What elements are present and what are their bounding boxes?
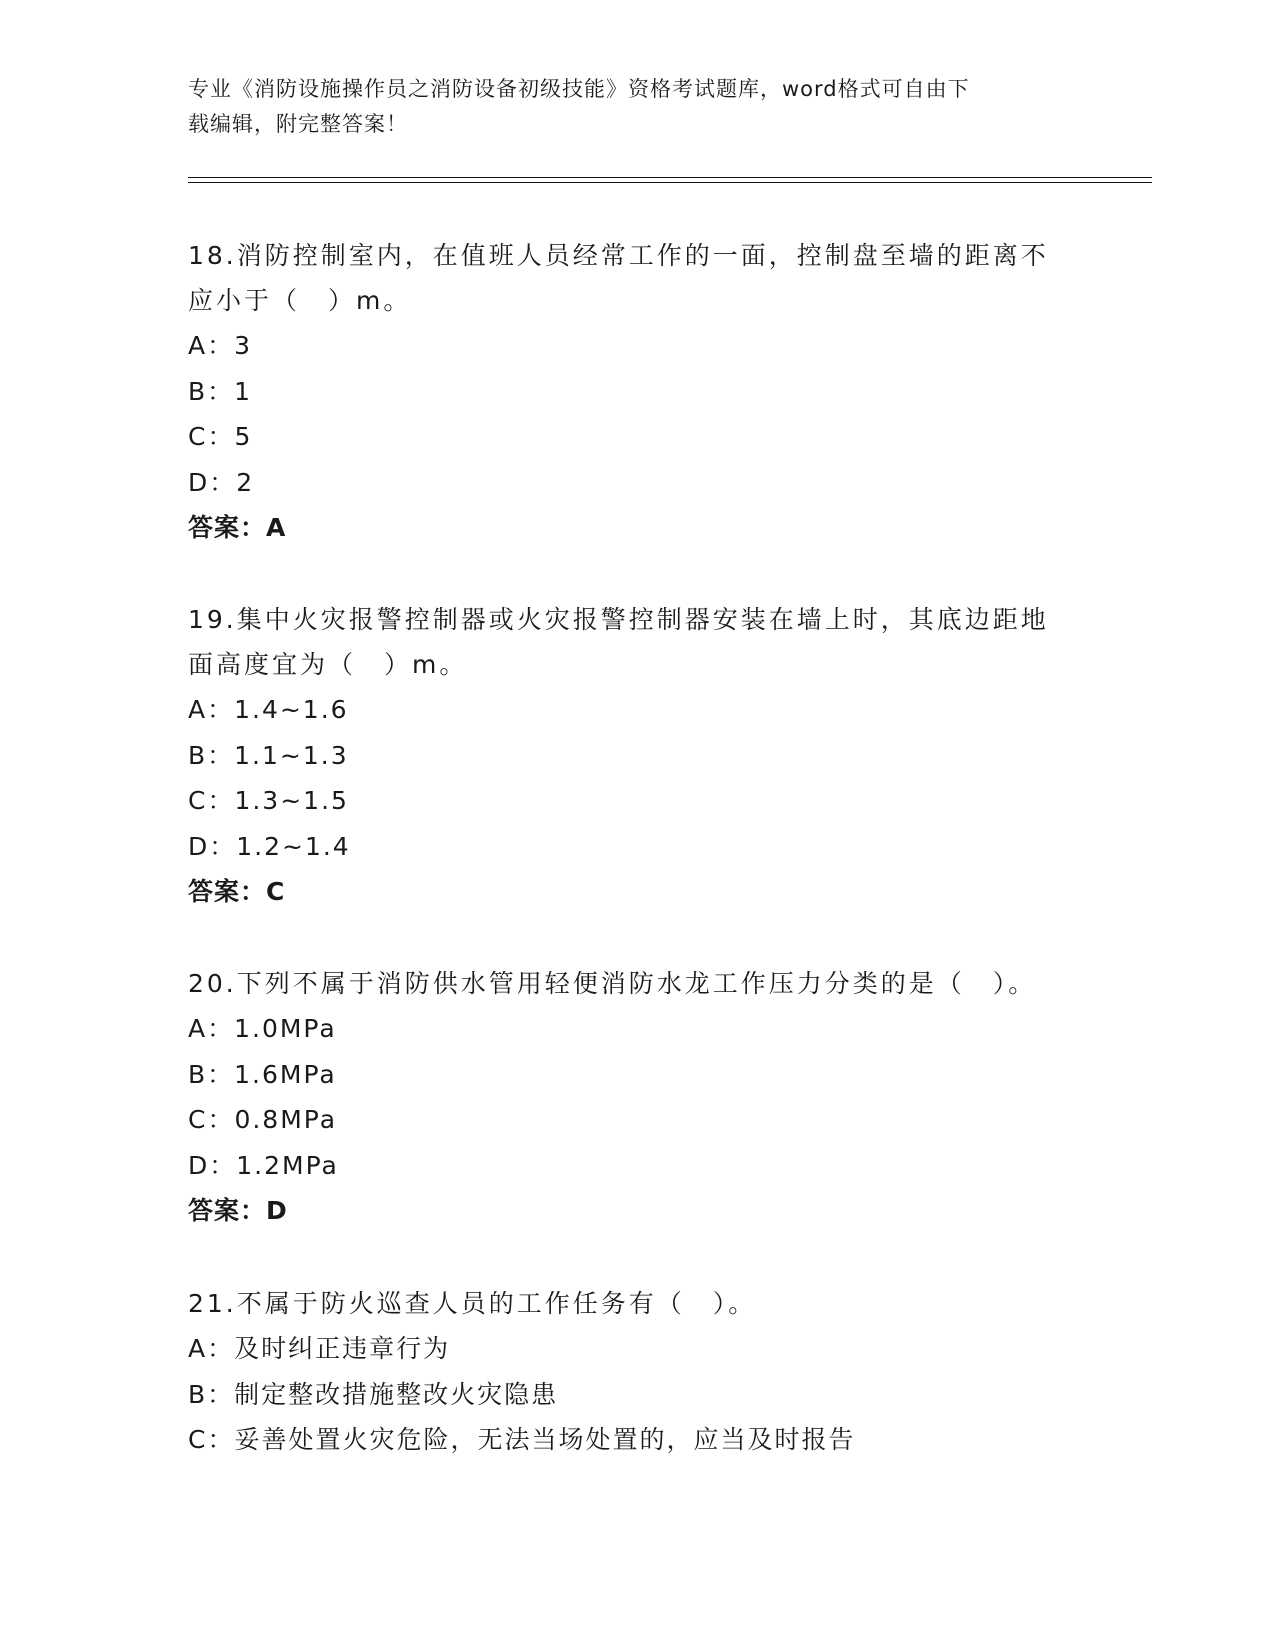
option-a: A：及时纠正违章行为 [188,1334,451,1363]
option-c: C：5 [188,422,253,451]
header-divider-bottom [188,182,1152,183]
document-header [188,72,1068,142]
option-d: D：1.2MPa [188,1150,339,1180]
question-19 [188,597,1088,914]
question-18 [188,233,1088,550]
question-21 [188,1281,1088,1463]
header-divider-top [188,177,1152,178]
option-a: A：3 [188,331,253,360]
question-stem-line: 20.下列不属于消防供水管用轻便消防水龙工作压力分类的是（ ）。 [188,969,1037,998]
option-c: C：0.8MPa [188,1105,338,1134]
option-c: C：1.3~1.5 [188,786,349,815]
answer-label: 答案：C [188,877,286,906]
option-b: B：1.6MPa [188,1059,337,1089]
option-d: D：1.2~1.4 [188,831,351,861]
option-d: D：2 [188,467,255,497]
option-a: A：1.4~1.6 [188,695,349,724]
option-b: B：1.1~1.3 [188,740,349,770]
option-c: C：妥善处置火灾危险，无法当场处置的，应当及时报告 [188,1425,856,1454]
question-stem-line: 应小于（ ）m。 [188,286,412,315]
option-b: B：制定整改措施整改火灾隐患 [188,1379,559,1409]
option-b: B：1 [188,376,253,406]
answer-label: 答案：A [188,513,287,542]
question-stem-line: 19.集中火灾报警控制器或火灾报警控制器安装在墙上时，其底边距地 [188,605,1049,634]
answer-label: 答案：D [188,1196,288,1225]
header-line-2: 载编辑，附完整答案！ [188,112,408,136]
question-20 [188,961,1088,1233]
question-stem-line: 面高度宜为（ ）m。 [188,650,468,679]
header-line-1: 专业《消防设施操作员之消防设备初级技能》资格考试题库，word格式可自由下 [188,77,970,101]
question-stem-line: 18.消防控制室内，在值班人员经常工作的一面，控制盘至墙的距离不 [188,241,1049,270]
option-a: A：1.0MPa [188,1014,337,1043]
question-stem-line: 21.不属于防火巡查人员的工作任务有（ ）。 [188,1289,757,1318]
